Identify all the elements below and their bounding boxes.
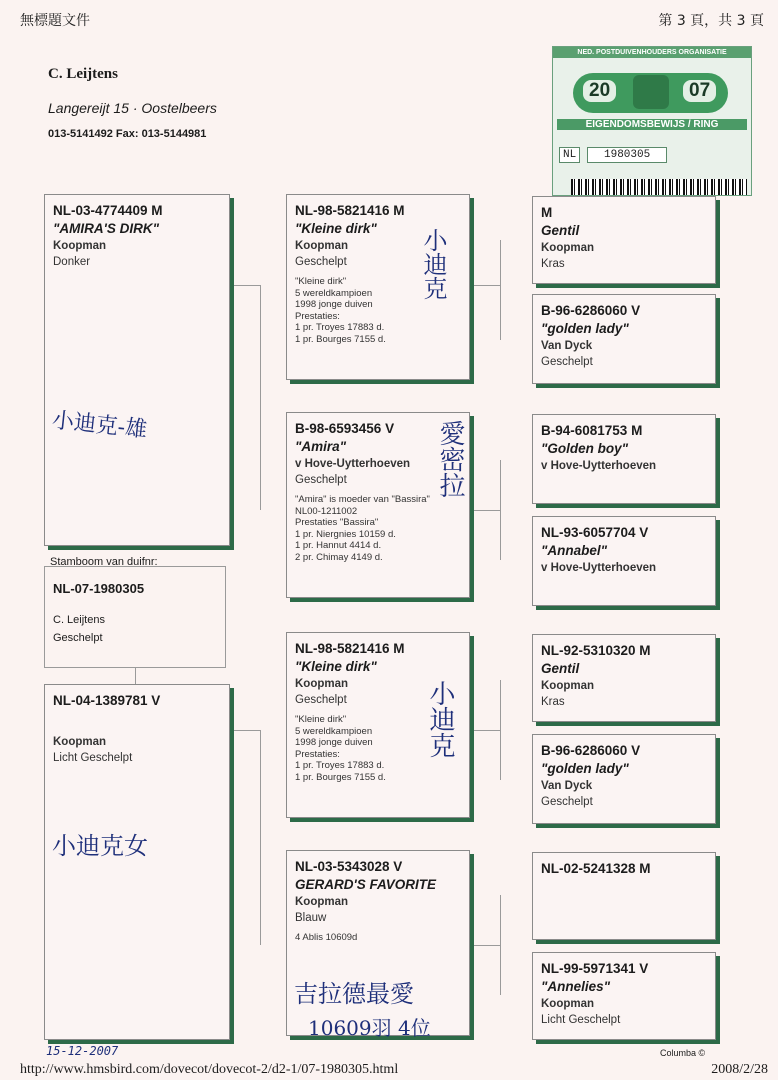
pigeon-name: GERARD'S FAVORITE [295, 877, 436, 892]
color: Geschelpt [295, 256, 347, 268]
document-title: 無標題文件 [20, 13, 90, 29]
breeder: Koopman [541, 680, 595, 692]
color: Geschelpt [541, 796, 593, 808]
breeder: v Hove-Uytterhoeven [295, 458, 411, 470]
owner-address: Langereijt 15 · Oostelbeers [48, 100, 217, 116]
connector [135, 668, 136, 684]
breeder: Koopman [295, 896, 349, 908]
handwritten-note-dam-dam: 吉拉德最愛 [294, 980, 414, 1008]
breeder: Koopman [295, 240, 349, 252]
ssd-card [532, 294, 716, 384]
color: Geschelpt [541, 356, 593, 368]
pigeon-name: "Annabel" [541, 543, 608, 558]
stamp-ring-number: 1980305 [587, 147, 667, 163]
ring-number: NL-98-5821416 M [295, 641, 405, 656]
dam-card [44, 684, 230, 1040]
color: Kras [541, 258, 565, 270]
connector [500, 895, 501, 995]
ring-number: B-96-6286060 V [541, 743, 641, 758]
pigeon-name: "Kleine dirk" [295, 221, 377, 236]
color: Licht Geschelpt [541, 1014, 621, 1026]
handwritten-note-dam-sire: 小迪克 [425, 680, 455, 758]
color: Blauw [295, 912, 327, 924]
columba-brand: Columba © [660, 1048, 706, 1058]
connector [260, 730, 261, 945]
handwritten-note-sire: 小迪克-雄 [50, 408, 149, 443]
subject-color: Geschelpt [53, 632, 103, 644]
performance-note: 4 Ablis 10609d [295, 932, 358, 943]
handwritten-note-dam-dam-result: 10609羽 4位 [308, 1016, 431, 1040]
dsd-card [532, 734, 716, 824]
pigeon-name: Gentil [541, 661, 580, 676]
owner-phone: 013-5141492 Fax: 013-5144981 [48, 128, 207, 140]
owner-name: C. Leijtens [48, 66, 118, 82]
ddd-card [532, 952, 716, 1040]
pigeon-name: Gentil [541, 223, 580, 238]
pedigree-caption: Stamboom van duifnr: [44, 556, 164, 568]
connector [472, 285, 500, 286]
ring-certificate-stamp [552, 46, 752, 196]
page-indicator: 第 3 頁，共 3 頁 [658, 13, 764, 29]
subject-breeder: C. Leijtens [53, 614, 105, 626]
connector [500, 460, 501, 560]
stamp-organisation: NED. POSTDUIVENHOUDERS ORGANISATIE [553, 47, 751, 58]
connector [232, 730, 260, 731]
handwritten-note-dam: 小迪克女 [52, 832, 148, 860]
pigeon-name: "golden lady" [541, 321, 629, 336]
ring-number: NL-92-5310320 M [541, 643, 651, 658]
ring-number: NL-04-1389781 V [53, 693, 161, 708]
color: Donker [53, 256, 91, 268]
stamp-label: EIGENDOMSBEWIJS / RING [557, 119, 747, 130]
sdd-card [532, 516, 716, 606]
pigeon-name: "AMIRA'S DIRK" [53, 221, 160, 236]
connector [500, 240, 501, 340]
handwritten-note-sire-sire: 小迪克 [419, 228, 447, 300]
breeder: v Hove-Uytterhoeven [541, 460, 657, 472]
breeder: Koopman [53, 736, 107, 748]
ring-number: NL-98-5821416 M [295, 203, 405, 218]
breeder: Van Dyck [541, 780, 593, 792]
breeder: v Hove-Uytterhoeven [541, 562, 657, 574]
sds-card [532, 414, 716, 504]
ring-number: B-94-6081753 M [541, 423, 643, 438]
footer-date: 2008/2/28 [711, 1062, 768, 1077]
ring-number: M [541, 205, 553, 220]
connector [500, 680, 501, 780]
dss-card [532, 634, 716, 722]
barcode-icon [571, 179, 747, 196]
stamp-year-left: 20 [583, 80, 616, 102]
connector [472, 730, 500, 731]
connector [472, 510, 500, 511]
performance-note: "Kleine dirk" 5 wereldkampioen 1998 jonge duiven Prestaties: 1 pr. Troyes 17883 d. 1 pr. Bourges 7155 d. [295, 276, 386, 345]
breeder: Van Dyck [541, 340, 593, 352]
connector [472, 945, 500, 946]
performance-note: "Kleine dirk" 5 wereldkampioen 1998 jonge duiven Prestaties: 1 pr. Troyes 17883 d. 1 pr. Bourges 7155 d. [295, 714, 386, 783]
footer-url[interactable]: http://www.hmsbird.com/dovecot/dovecot-2/d2-1/07-1980305.html [20, 1062, 399, 1077]
stamp-year-right: 07 [683, 80, 716, 102]
color: Kras [541, 696, 565, 708]
stamp-country: NL [559, 147, 580, 163]
ring-number: NL-93-6057704 V [541, 525, 649, 540]
pigeon-name: "Annelies" [541, 979, 611, 994]
ring-number: B-98-6593456 V [295, 421, 395, 436]
connector [260, 285, 261, 510]
subject-card [44, 566, 226, 668]
ring-number: B-96-6286060 V [541, 303, 641, 318]
color: Geschelpt [295, 694, 347, 706]
pigeon-name: "Kleine dirk" [295, 659, 377, 674]
pigeon-name: "Golden boy" [541, 441, 629, 456]
sss-card [532, 196, 716, 284]
breeder: Koopman [53, 240, 107, 252]
sire-card [44, 194, 230, 546]
handwritten-note-sire-dam: 愛密拉 [435, 420, 465, 498]
pigeon-name: "golden lady" [541, 761, 629, 776]
ring-number: NL-99-5971341 V [541, 961, 649, 976]
breeder: Koopman [295, 678, 349, 690]
ring-number: NL-03-4774409 M [53, 203, 163, 218]
breeder: Koopman [541, 242, 595, 254]
ring-number: NL-03-5343028 V [295, 859, 403, 874]
color: Licht Geschelpt [53, 752, 133, 764]
subject-ring: NL-07-1980305 [53, 581, 145, 596]
dds-card [532, 852, 716, 940]
handwritten-date: 15-12-2007 [46, 1044, 119, 1058]
ring-number: NL-02-5241328 M [541, 861, 651, 876]
color: Geschelpt [295, 474, 347, 486]
connector [232, 285, 260, 286]
performance-note: "Amira" is moeder van "Bassira" NL00-1211002 Prestaties "Bassira" 1 pr. Niergnies 10159 d. 1 pr. Hannut 4414 d. 2 pr. Chimay 4149 d. [295, 494, 430, 563]
pigeon-name: "Amira" [295, 439, 347, 454]
lion-crest-icon [633, 75, 669, 109]
breeder: Koopman [541, 998, 595, 1010]
